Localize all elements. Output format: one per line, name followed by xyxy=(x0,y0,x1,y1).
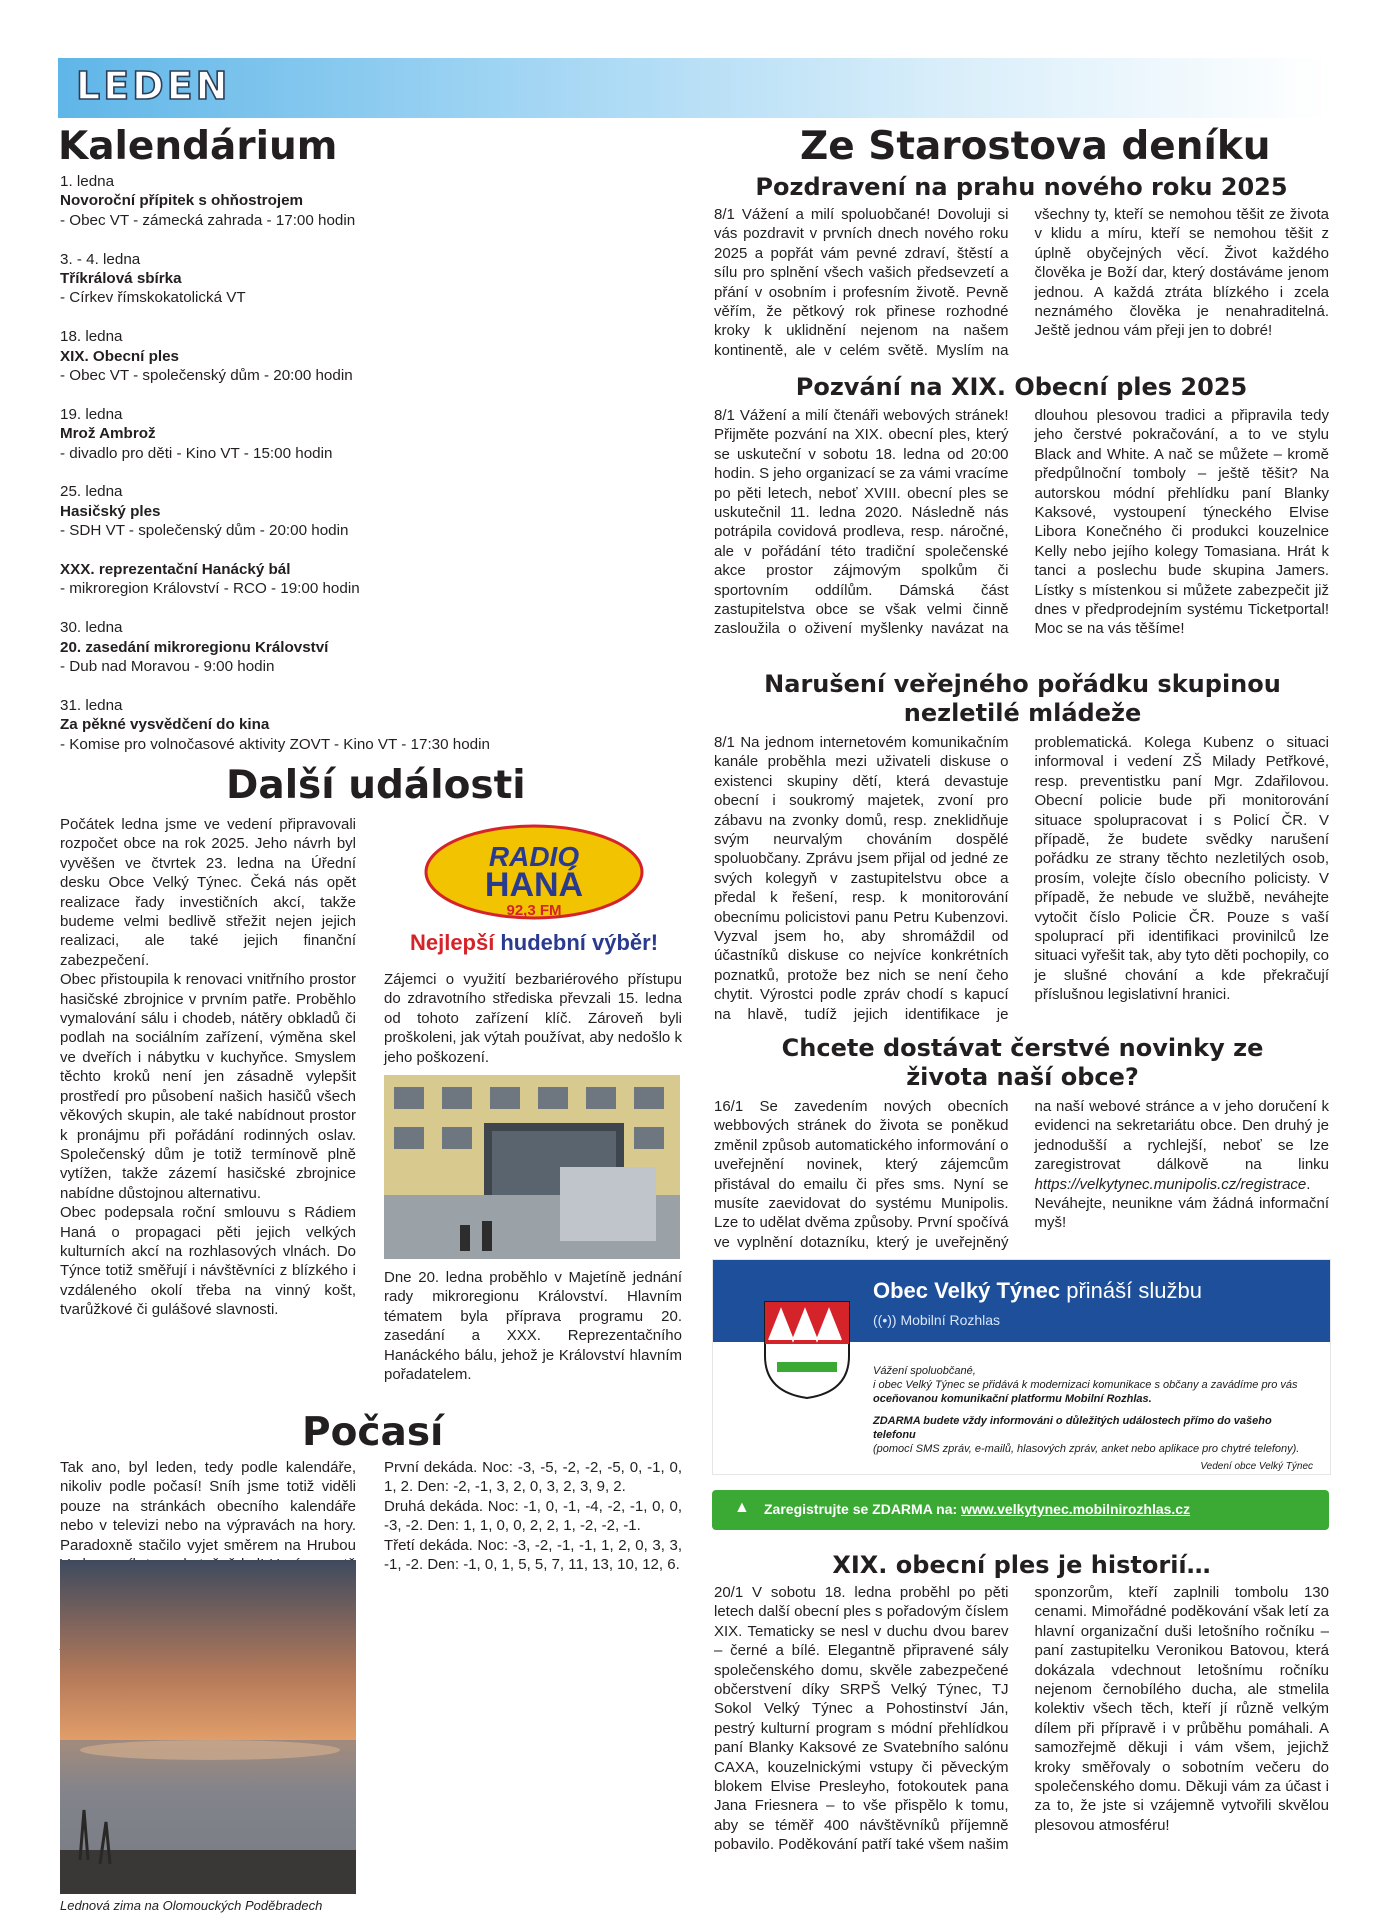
event-detail: - mikroregion Království - RCO - 19:00 hodin xyxy=(60,580,360,598)
temps-second: Druhá dekáda. Noc: -1, 0, -1, -4, -2, -1, 0, 0, -3, -2. Den: 1, 1, 0, 0, 2, 2, 1, -2, -2, -1. xyxy=(384,1497,682,1535)
banner-headline-b: přináší službu xyxy=(1066,1278,1202,1303)
dalsi-udalosti-text xyxy=(60,815,356,1320)
article-body xyxy=(714,1097,1329,1273)
calendar-event xyxy=(60,327,710,385)
article-heading: Pozvání na XIX. Obecní ples 2025 xyxy=(795,373,1248,401)
radio-hana-logo xyxy=(384,820,684,960)
broadcast-icon: ((•)) xyxy=(873,1312,897,1328)
event-title: XXX. reprezentační Hanácký bál xyxy=(60,561,291,579)
month-label: LEDEN xyxy=(76,64,231,108)
health-centre-photo xyxy=(384,1075,680,1259)
event-title: Za pěkné vysvědčení do kina xyxy=(60,716,270,734)
register-text: Zaregistrujte se ZDARMA na: www.velkytynec.mobilnirozhlas.cz xyxy=(764,1501,1191,1517)
event-date: 18. ledna xyxy=(60,328,123,346)
banner-headline-a: Obec Velký Týnec xyxy=(873,1278,1061,1303)
calendar-list xyxy=(60,172,710,773)
coat-of-arms-icon xyxy=(763,1300,851,1400)
event-title: 20. zasedání mikroregionu Království xyxy=(60,638,329,656)
event-title: Tříkrálová sbírka xyxy=(60,270,182,288)
article-heading: Narušení veřejného pořádku skupinou nezletilé mládeže xyxy=(764,670,1281,727)
event-date: 19. ledna xyxy=(60,405,123,423)
temps-first: První dekáda. Noc: -3, -5, -2, -2, -5, 0, -1, 0, 1, 2. Den: -2, -1, 3, 2, 0, 3, 2, 3, 9, 2. xyxy=(384,1459,682,1496)
starosta-title: Ze Starostova deníku xyxy=(800,124,1271,169)
event-date: 1. ledna xyxy=(60,173,115,190)
article-body: 20/1 V sobotu 18. ledna proběhl po pěti letech další obecní ples s pořadovým číslem XIX. Tematicky se nesl v duchu dvou barev – černé a bílé. Elegantně připravené sály společenského domu, skvěle zabezpečené občerstvení díky SRPŠ Velký Týnec, TJ Sokol Velký Týnec a Pohostinství Ján, pestrý kulturní program s módní přehlídkou paní Blanky Kaksové ze Svatebního salónu CAXA, kouzelnickými vstupy či pěveckým blokem Elvise Presleyho, fotokoutek pana Jana Friesnera – to vše přispělo k tomu, aby se téměř 400 návštěvníků příjemně pobavilo. Poděkování patří také všem našim sponzorům, kteří zaplnili tombolu 130 cenami. Mimořádné poděkování však letí za hlavní organizační duši letošního ročníku – paní zastupitelku Veronikou Batovou, která dokázala vdechnout letošnímu ročníku nejenom černobílého ducha, ale stmelila kolektiv všech těch, kteří jí různě velkým dílem při přípravě i v průběhu pomáhali. A samozřejmě děkuji i vám všem, jejichž kroky směřovaly o sobotním večeru do společenského domu. Děkuji vám za účast i za to, že jste si vzájemně vytvořili skvělou plesovou atmosféru! xyxy=(714,1584,1329,1854)
event-detail: - Dub nad Moravou - 9:00 hodin xyxy=(60,658,275,676)
article-body: 8/1 Vážení a milí spoluobčané! Dovoluji si vás pozdravit v prvních dnech nového roku 2025 a popřát vám pevné zdraví, štěstí a sílu pro splnění všech vašich předsevzetí a přání v osobním i profesním životě. Pevně věřím, že pětkový rok přinese rozhodné kroky k uklidnění nejenom na našem kontinentě, ale v celém světě. Myslím na všechny ty, kteří se nemohou těšit ze života v klidu a míru, kteří se nemohou těšit z úplně obyčejných věcí. Život každého člověka je Boží dar, který dostáváme jenom jednou. A každá ztráta blízkého i zcela neznámého člověka je nenahraditelná. Ještě jednou vám přeji jen to dobré! xyxy=(714,206,1329,359)
paragraph: Obec přistoupila k renovaci vnitřního prostor hasičské zbrojnice v prvním patře. Proběhlo vymalování sálu i chodeb, nátěry obkladů či podlah na sociálním zařízení, výměna skel ve dveřích i nábytku v kuchyňce. Smyslem těchto kroků není jen zásadně vylepšit prostředí pro působení našich hasičů všech věkových skupin, ale také nabídnout prostor k pronájmu při pořádání rodinných oslav. Společenský dům je totiž termínově plně vytížen, takže zázemí hasičské zbrojnice nabídne důstojnou alternativu. xyxy=(60,971,356,1202)
event-date: 3. - 4. ledna xyxy=(60,250,141,268)
calendar-event xyxy=(60,560,710,599)
event-title: Novoroční přípitek s ohňostrojem xyxy=(60,192,304,210)
calendar-event xyxy=(60,172,710,230)
winter-sunset-photo xyxy=(60,1560,356,1894)
calendar-event xyxy=(60,405,710,463)
mobilni-rozhlas-banner xyxy=(712,1259,1331,1475)
article-heading: Chcete dostávat čerstvé novinky ze života naší obce? xyxy=(781,1034,1264,1091)
paragraph: Počátek ledna jsme ve vedení připravovali rozpočet obce na rok 2025. Jeho návrh byl vyvěšen ve čtvrtek 23. ledna na Úřední desku Obce Velký Týnec. Čeká nás opět realizace řady investičních akcí, takže budeme velmi bedlivě střežit nejen jejich realizaci, ale také jejich finanční zabezpečení. xyxy=(60,816,356,969)
event-detail: - Církev římskokatolická VT xyxy=(60,289,246,307)
kalendarium-title: Kalendárium xyxy=(58,124,338,169)
event-detail: - Komise pro volnočasové aktivity ZOVT - Kino VT - 17:30 hodin xyxy=(60,735,490,753)
pocasi-text-col1: Tak ano, byl leden, tedy podle kalendáře, nikoliv podle počasí! Sníh jsme totiž viděli pouze na stránkách obecního kalendáře nebo v televizi nebo na výpravách na hory. Paradoxně stačilo vyjet směrem na Hrubou xyxy=(60,1459,356,1554)
event-detail: - Obec VT - zámecká zahrada - 17:00 hodin xyxy=(60,211,356,229)
article-heading: Pozdravení na prahu nového roku 2025 xyxy=(755,173,1288,201)
calendar-event xyxy=(60,250,710,308)
event-detail: - SDH VT - společenský dům - 20:00 hodin xyxy=(60,522,349,540)
event-title: Hasičský ples xyxy=(60,502,161,520)
pocasi-text-col2 xyxy=(384,1458,682,1574)
health-centre-photo-graphic xyxy=(384,1075,680,1259)
article-body: 8/1 Na jednom internetovém komunikačním kanále proběhla mezi uživateli diskuse o existenci skupiny dětí, která devastuje obecní i soukromý majetek, zvoní pro zábavu na zvonky domů, resp. zneklidňuje svým neurvalým chováním dospělé spoluobčany. Zprávu jsem přijal od jedné ze svých kolegyň v zastupitelstvu obce a předal k řešení, resp. k monitorování obecnímu policistovi panu Petru Kubenzovi. Vyzval jsem ho, aby shromáždil od účastníků diskuse co nejvíce konkrétních poznatků, protože bez nich se není čeho chytit. Výrostci podle zpráv chodí s kapucí na hlavě, tudíž jejich identifikace je problematická. Kolega Kubenz o situaci informoval i vedení ZŠ Milady Petřkové, resp. preventistku paní Mgr. Zdařilovou. Obecní policie bude při monitorování situace spolupracovat i s Policí ČR. V případě, že budete svědky narušení pořádku ze strany těchto nezletilých osob, prosím, volejte číslo obecního policisty. V případě, že nebude ve službě, neváhejte vytočit číslo Policie ČR. Pouze s vaší spoluprací při identifikaci provinilců lze situaci vyřešit tak, aby tyto děti pochopily, co je slušné chování a kde překračují příslušnou legislativní hranici. xyxy=(714,734,1329,1023)
radio-logo-slogan xyxy=(410,930,658,955)
calendar-event xyxy=(60,696,710,754)
radio-slogan-a: Nejlepší xyxy=(409,930,495,955)
event-detail: - Obec VT - společenský dům - 20:00 hodin xyxy=(60,367,353,385)
dalsi-right-para2: Dne 20. ledna proběhlo v Majetíně jednání rady mikroregionu Království. Hlavním tématem byla příprava programu 20. zasedání a XXX. Reprezentačního Hanáckého bálu, jehož je Království hlavním pořadatelem. xyxy=(384,1269,682,1384)
radio-logo-line1: RADIO xyxy=(488,841,580,872)
article-text: . Neváhejte, neunikne vám žádná informační myš! xyxy=(1034,1175,1329,1232)
article-heading: XIX. obecní ples je historií… xyxy=(832,1551,1211,1579)
event-date: 25. ledna xyxy=(60,483,123,501)
event-date: 31. ledna xyxy=(60,696,123,714)
coat-of-arms-icon-graphic xyxy=(763,1300,851,1400)
event-detail: - divadlo pro děti - Kino VT - 15:00 hodin xyxy=(60,444,333,462)
calendar-event xyxy=(60,618,710,676)
dalsi-udalosti-title: Další události xyxy=(226,763,526,808)
event-date: 30. ledna xyxy=(60,619,123,637)
banner-body: Vážení spoluobčané, i obec Velký Týnec se přidává k modernizaci komunikace s občany a zavádíme pro vás oceňovanou komunikační platformu Mobilní Rozhlas. ZDARMA budete vždy informováni o důležitých událostech přímo do vašeho telefonu (pomocí SMS zpráv, e-mailů, hlasových zpráv, anket nebo aplikace pro chytré telefony). Vedení obce Velký Týnec xyxy=(873,1365,1313,1472)
radio-logo-freq: 92,3 FM xyxy=(506,902,562,919)
calendar-event xyxy=(60,482,710,540)
registration-link[interactable]: https://velkytynec.munipolis.cz/registrace xyxy=(1034,1175,1307,1193)
winter-sunset-photo-graphic xyxy=(60,1560,356,1894)
register-link[interactable]: www.velkytynec.mobilnirozhlas.cz xyxy=(961,1501,1191,1517)
banner-sub: ((•)) Mobilní Rozhlas xyxy=(873,1312,1001,1328)
radio-slogan-b: hudební výběr! xyxy=(500,930,659,955)
banner-headline xyxy=(873,1278,1202,1304)
paragraph: Obec podepsala roční smlouvu s Rádiem Haná o propagaci pěti jejich velkých kulturních akcí na rozhlasových vlnách. Do Týnce totiž směřují i návštěvníci z blízkého i vzdáleného okolí třeba na vinný košt, tvarůžkové či gulášové slavnosti. xyxy=(60,1204,356,1319)
pocasi-title: Počasí xyxy=(302,1410,444,1455)
event-title: XIX. Obecní ples xyxy=(60,347,180,365)
radio-hana-logo-graphic xyxy=(384,820,684,960)
event-title: Mrož Ambrož xyxy=(60,425,156,443)
dalsi-right-para1: Zájemci o využití bezbariérového přístupu do zdravotního střediska převzali 15. ledna od tohoto zařízení klíč. Zároveň byli proškoleni, jak výtah používat, aby nedošlo k jeho poškození. xyxy=(384,971,682,1066)
radio-logo-line2: HANÁ xyxy=(484,866,584,904)
article-text: 16/1 Se zavedením nových obecních webbových stránek do života se poněkud změnil způsob automatického informování o uveřejnění novinek, který zájemcům přistával do emailu či přes sms. Nyní se musíte zaevidovat do systému Munipolis. Lze to udělat dvěma způsoby. První spočívá ve vyplnění dotazníku, který je uveřejněný na naší webové stránce a v jeho doručení k evidenci na sekretariátu obce. Den druhý je jednodušší a rychlejší, neboť se lze zaregistrovat dálkově na linku xyxy=(714,1098,1329,1251)
article-body: 8/1 Vážení a milí čtenáři webových stránek! Přijměte pozvání na XIX. obecní ples, který se uskuteční v sobotu 18. ledna od 20:00 hodin. S jeho organizací se za vámi vracíme po pěti letech, neboť XVIII. obecní ples se uskutečnil 11. ledna 2020. Následně nás potrápila covidová prodleva, resp. náročné, ale v pořádání této tradiční společenské akce prostor zájmovým spolkům či sportovním oddílům. Dámská část zastupitelstva obce se však velmi činně zasloužila o oživení myšlenky navázat na dlouhou plesovou tradici a připravila tedy jeho čerstvé pokračování, a to ve stylu Black and White. A nač se můžete – kromě předpůlnoční tomboly – ještě těšit? Na autorskou módní přehlídku paní Blanky Kaksové, vystoupení týneckého Elvise Libora Konečného či produkci kouzelnice Kelly nebo jejího kolegy Tomasiana. Hrát k tanci a poslechu bude skupina Jamers. Lístky s místenkou si můžete zabezpečit již dnes v předprodejním systému Ticketportal! Moc se na vás těšíme! xyxy=(714,407,1329,638)
photo-caption: Lednová zima na Olomouckých Poděbradech xyxy=(60,1898,323,1913)
temps-third: Třetí dekáda. Noc: -3, -2, -1, -1, 1, 2, 0, 3, 3, -1, -2. Den: -1, 0, 1, 5, 5, 7, 11, 13, 10, 12, 6. xyxy=(384,1536,682,1574)
thumbs-up-icon: ▲ xyxy=(734,1499,750,1516)
month-header-bar xyxy=(58,58,1330,118)
register-bar[interactable] xyxy=(712,1490,1329,1530)
